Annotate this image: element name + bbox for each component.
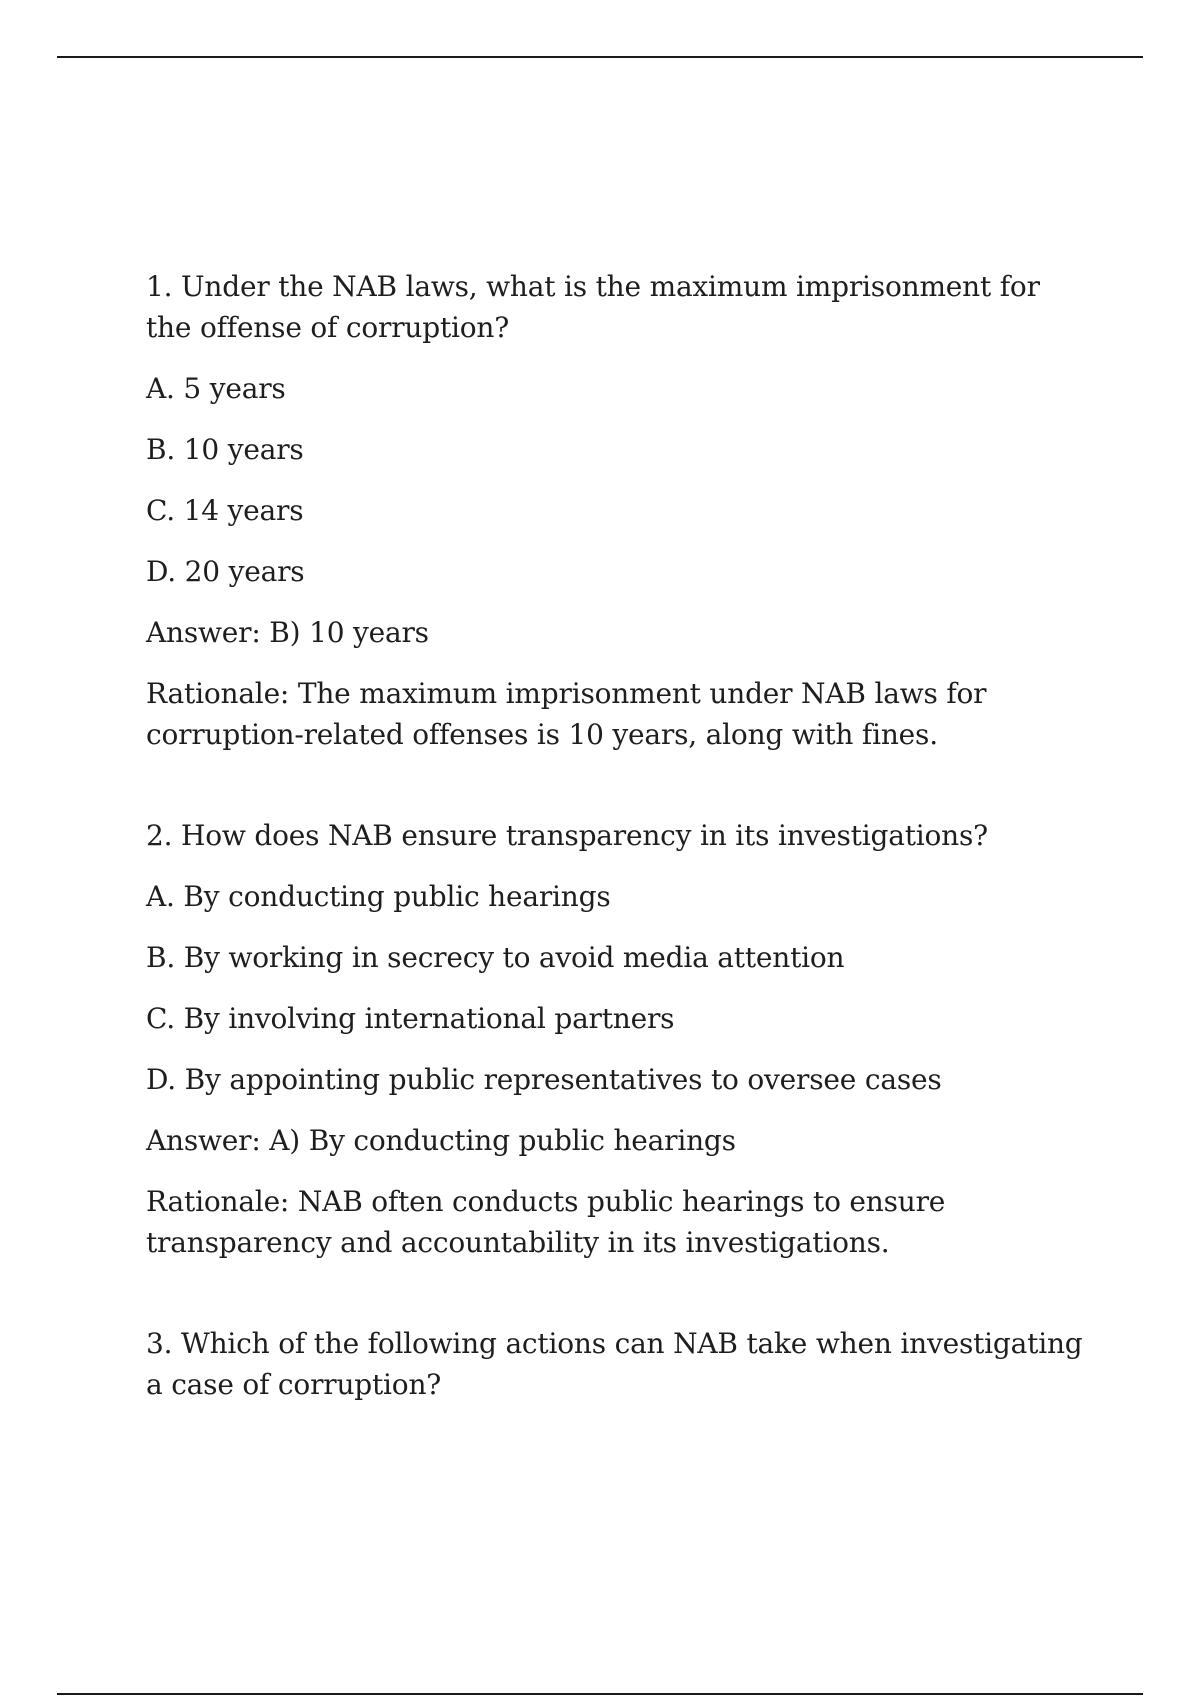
- question-block-2: [146, 815, 1086, 1263]
- answer-text: Answer: B) 10 years: [146, 616, 429, 649]
- option-b: B. 10 years: [146, 433, 304, 466]
- question-text: 1. Under the NAB laws, what is the maximum imprisonment for the offense of corruption?: [146, 270, 1040, 344]
- question-block-1: [146, 266, 1086, 755]
- document-body: [146, 266, 1086, 1425]
- rationale-text: Rationale: NAB often conducts public hearings to ensure transparency and accountability in its investigations.: [146, 1185, 946, 1259]
- option-c: C. By involving international partners: [146, 1002, 675, 1035]
- option-a: A. By conducting public hearings: [146, 880, 611, 913]
- option-a: A. 5 years: [146, 372, 286, 405]
- answer-text: Answer: A) By conducting public hearings: [146, 1124, 736, 1157]
- option-b: B. By working in secrecy to avoid media attention: [146, 941, 845, 974]
- rationale-text: Rationale: The maximum imprisonment under NAB laws for corruption-related offenses is 10 years, along with fines.: [146, 677, 987, 751]
- question-text: 2. How does NAB ensure transparency in its investigations?: [146, 819, 988, 852]
- option-d: D. 20 years: [146, 555, 305, 588]
- option-c: C. 14 years: [146, 494, 304, 527]
- top-rule: [57, 56, 1143, 58]
- bottom-rule: [57, 1693, 1143, 1695]
- option-d: D. By appointing public representatives to oversee cases: [146, 1063, 942, 1096]
- question-text: 3. Which of the following actions can NAB take when investigating a case of corruption?: [146, 1327, 1083, 1401]
- question-block-3: [146, 1323, 1086, 1405]
